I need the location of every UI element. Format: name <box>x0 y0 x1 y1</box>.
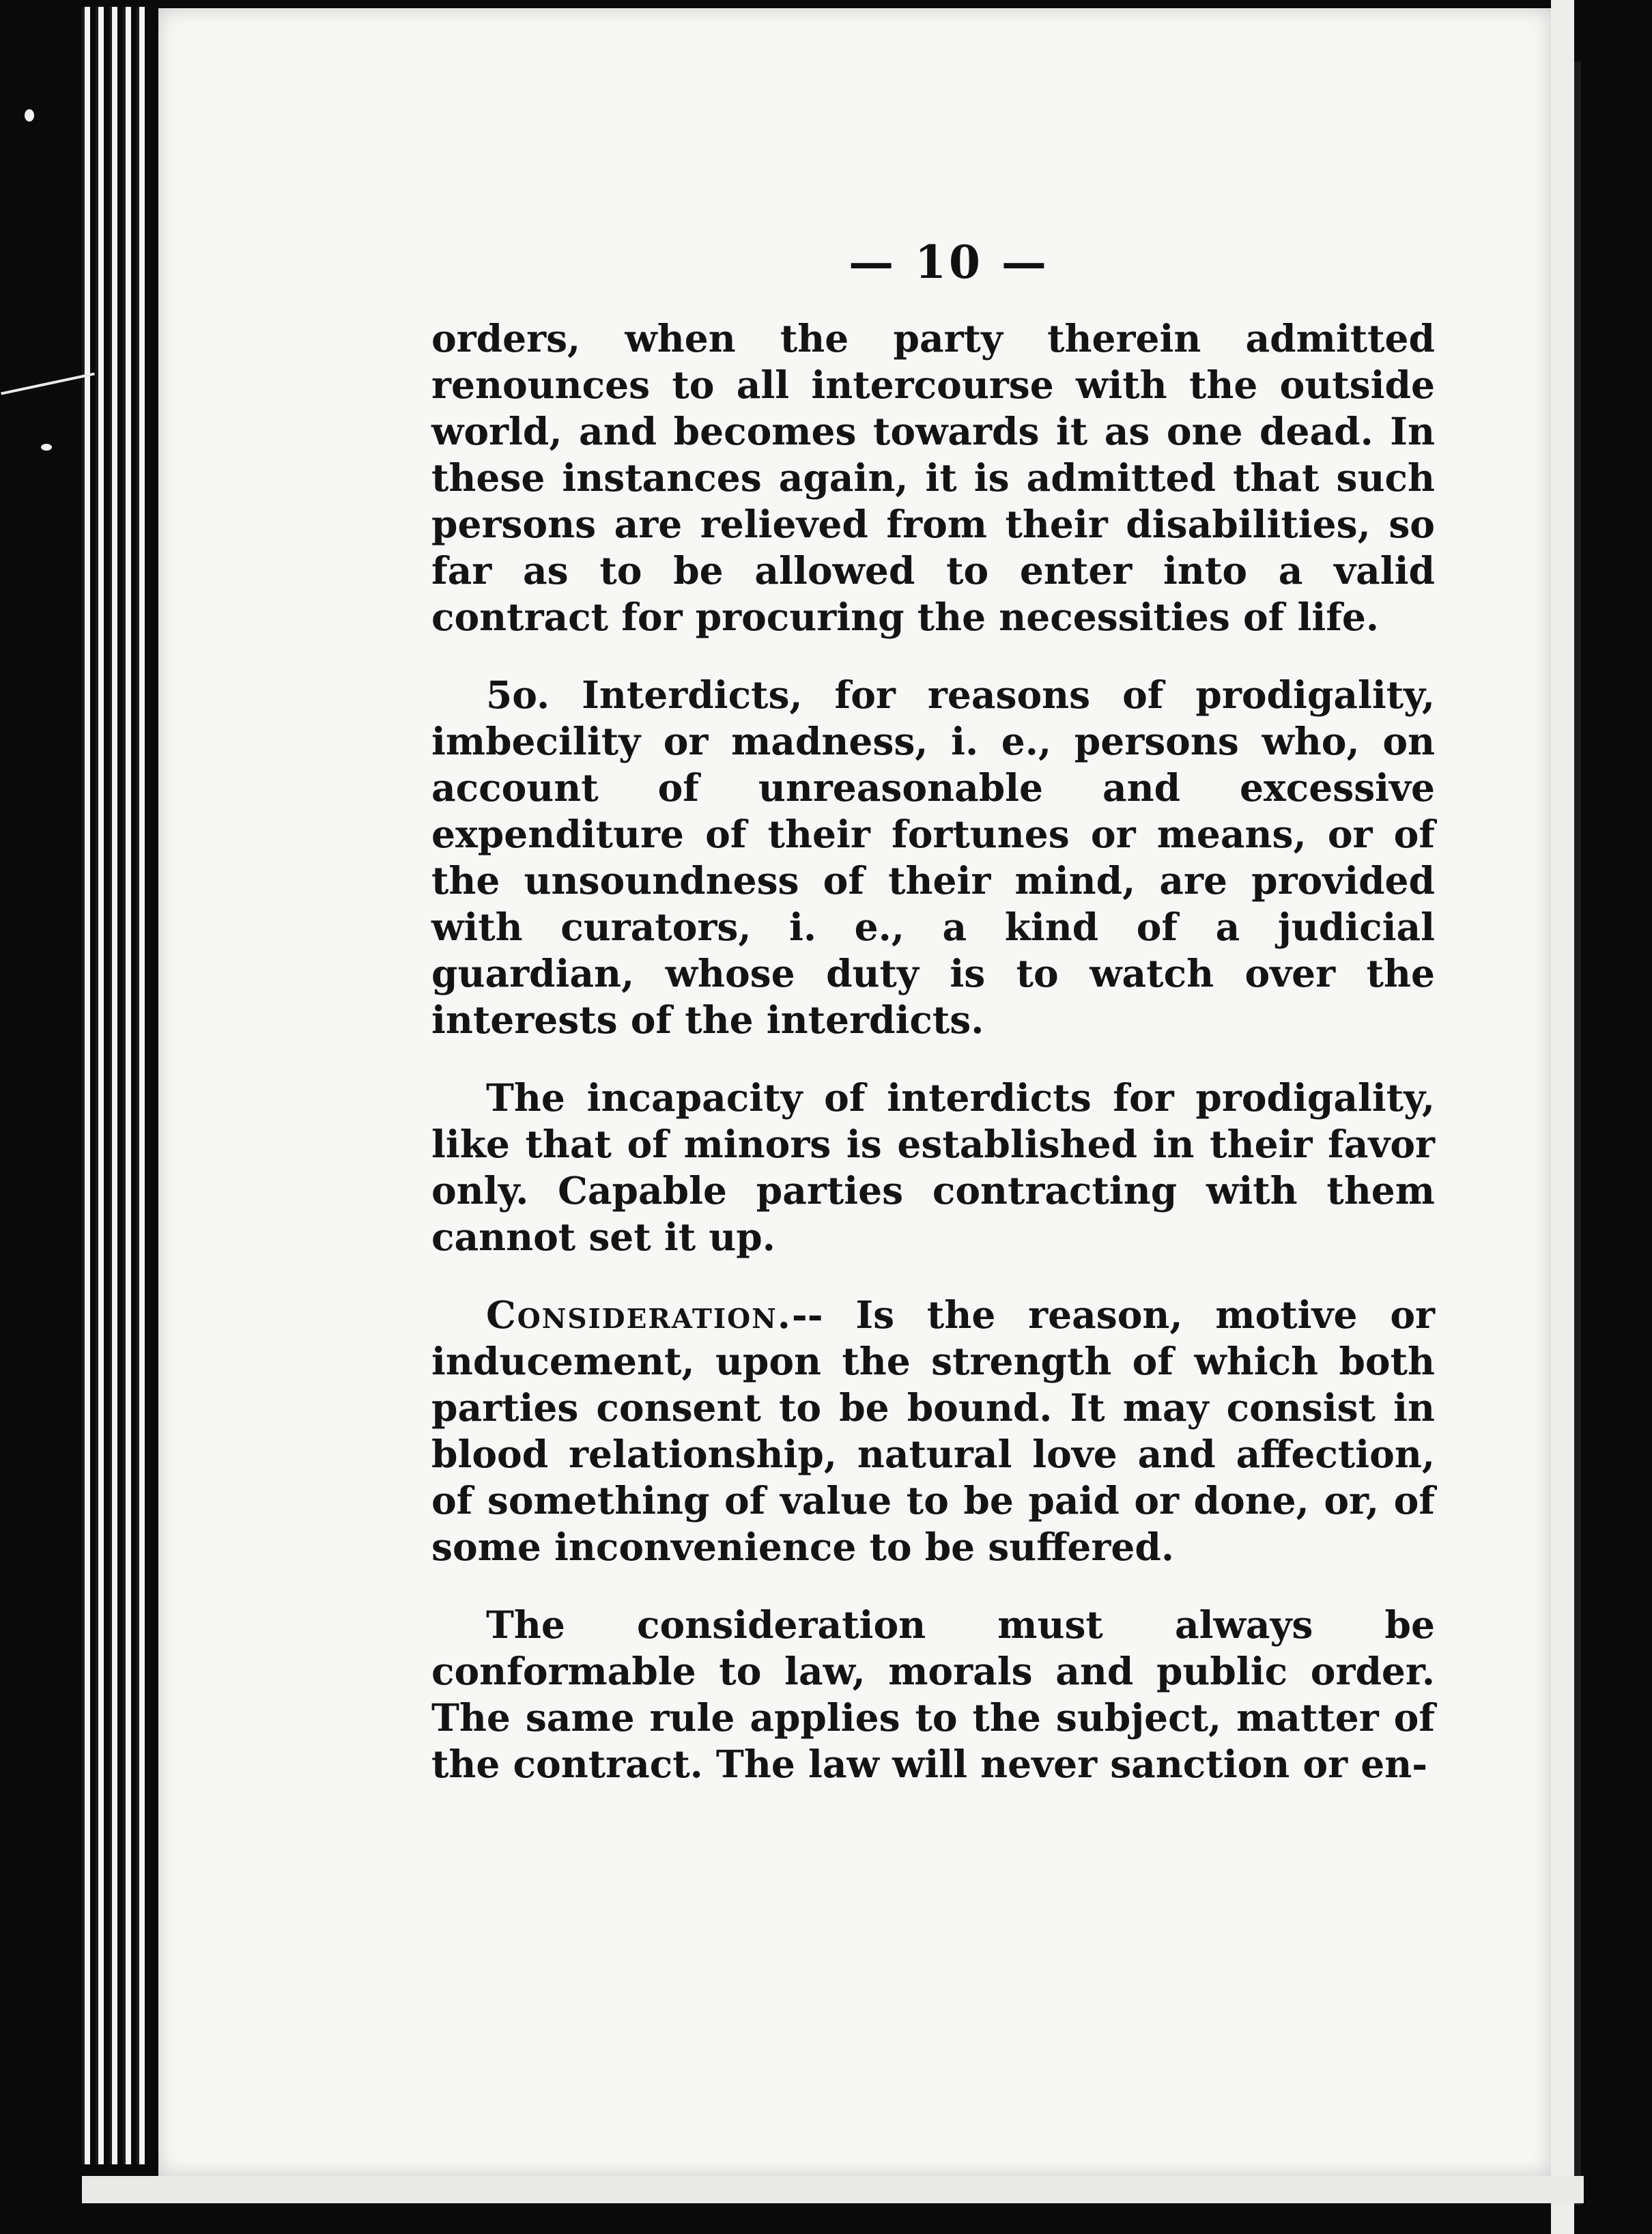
dust-speck <box>25 109 34 122</box>
binding-gutter <box>1574 61 1581 2205</box>
page-edge <box>82 7 90 2164</box>
body-text <box>431 315 1435 1819</box>
page-edge <box>137 7 145 2164</box>
term-heading: Consideration. <box>486 1292 792 1337</box>
paragraph-conformable: The consideration must always be conformable to law, morals and public order. The same rule applies to the subject, matter of the contract. The law will never sanction or en- <box>431 1602 1435 1786</box>
fiber-mark <box>1 372 95 395</box>
page-edge <box>109 7 117 2164</box>
paragraph-interdicts: 5o. Interdicts, for reasons of prodigality, imbecility or madness, i. e., persons who, on account of unreasonable and excessive expenditure of their fortunes or means, or of the unsoundness of their mind, are provided with curators, i. e., a kind of a judicial guardian, whose duty is to watch over the interests of the interdicts. <box>431 673 1435 1042</box>
page-number: — 10 — <box>849 236 1049 289</box>
page-edge <box>96 7 104 2164</box>
adjacent-page-edge <box>1551 0 1574 2234</box>
dust-speck <box>41 444 52 451</box>
paragraph-incapacity: The incapacity of interdicts for prodigality, like that of minors is established in their favor only. Capable parties contracting with them cannot set it up. <box>431 1075 1435 1259</box>
page-edge <box>123 7 131 2164</box>
definition-text: -- Is the reason, motive or inducement, upon the strength of which both parties consent to be bound. It may consist in blood relationship, natural love and affection, of something of value to be paid or done, or, of some inconvenience to be suffered. <box>431 1292 1435 1569</box>
page-bottom-edge <box>82 2176 1584 2203</box>
paragraph-consideration <box>431 1292 1435 1570</box>
paragraph-continued: orders, when the party therein admitted renounces to all intercourse with the outside world, and becomes towards it as one dead. In these instances again, it is admitted that such persons are relieved from their disabilities, so far as to be allowed to enter into a valid contract for procuring the necessities of life. <box>431 316 1435 639</box>
